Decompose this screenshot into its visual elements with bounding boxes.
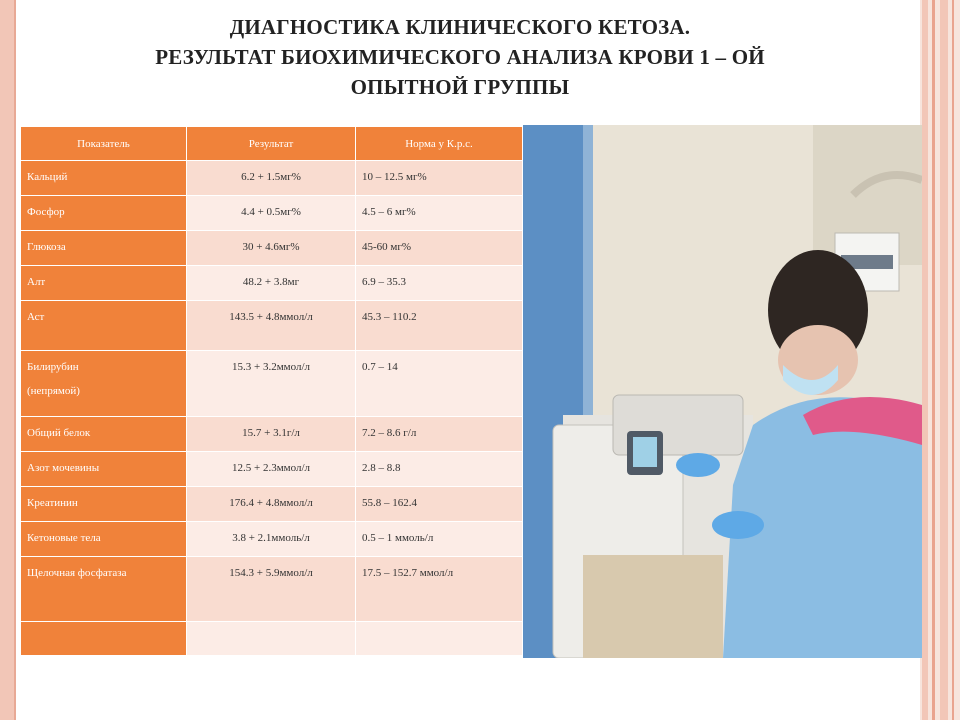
- row-norm: 55.8 – 162.4: [362, 497, 417, 509]
- lab-photo: [523, 125, 922, 658]
- table-row: [21, 161, 523, 196]
- row-name: [27, 622, 186, 633]
- row-name: Билирубин (непрямой): [27, 361, 80, 397]
- slide-left-border-line: [14, 0, 16, 720]
- row-norm: 4.5 – 6 мг%: [362, 206, 416, 218]
- slide-left-border: [0, 0, 14, 720]
- table-row: [21, 622, 523, 656]
- row-norm: 17.5 – 152.7 ммол/л: [362, 567, 454, 579]
- slide-title: [30, 12, 890, 102]
- table-row: [21, 487, 523, 522]
- row-result: 30 + 4.6мг%: [242, 241, 300, 253]
- header-indicator: Показатель: [21, 127, 187, 161]
- table-row: [21, 351, 523, 417]
- row-name: Кальций: [27, 171, 68, 183]
- row-result: 15.7 + 3.1г/л: [242, 427, 300, 439]
- row-norm: [362, 622, 522, 633]
- slide-right-decoration: [920, 0, 960, 720]
- row-norm: 6.9 – 35.3: [362, 276, 406, 288]
- row-name: Креатинин: [27, 497, 78, 509]
- row-norm: 45-60 мг%: [362, 241, 412, 253]
- table-header-row: [21, 127, 523, 161]
- row-norm: 2.8 – 8.8: [362, 462, 401, 474]
- row-name: Азот мочевины: [27, 462, 100, 474]
- title-line-3: ОПЫТНОЙ ГРУППЫ: [350, 75, 570, 99]
- table-row: [21, 417, 523, 452]
- row-name: Алт: [27, 276, 46, 288]
- table-row: [21, 196, 523, 231]
- lab-photo-illustration: [523, 125, 922, 658]
- row-result: [187, 622, 355, 633]
- blood-analysis-table: [20, 126, 523, 656]
- title-line-2: РЕЗУЛЬТАТ БИОХИМИЧЕСКОГО АНАЛИЗА КРОВИ 1 – ОЙ: [155, 45, 765, 69]
- row-name: Глюкоза: [27, 241, 66, 253]
- table-row: [21, 266, 523, 301]
- row-result: 176.4 + 4.8ммол/л: [229, 497, 313, 509]
- row-name: Щелочная фосфатаза: [27, 567, 127, 579]
- row-result: 154.3 + 5.9ммол/л: [229, 567, 313, 579]
- table-row: [21, 557, 523, 622]
- row-result: 48.2 + 3.8мг: [242, 276, 300, 288]
- row-name: Общий белок: [27, 427, 91, 439]
- row-result: 3.8 + 2.1ммоль/л: [232, 532, 310, 544]
- table-row: [21, 231, 523, 266]
- row-norm: 7.2 – 8.6 г/л: [362, 427, 417, 439]
- row-name: Кетоновые тела: [27, 532, 101, 544]
- header-result: Результат: [187, 127, 356, 161]
- row-result: 15.3 + 3.2ммол/л: [231, 361, 310, 373]
- table-row: [21, 522, 523, 557]
- row-norm: 10 – 12.5 мг%: [362, 171, 427, 183]
- table-row: [21, 301, 523, 351]
- row-norm: 0.5 – 1 ммоль/л: [362, 532, 434, 544]
- header-norm: Норма у К.р.с.: [356, 127, 523, 161]
- table-row: [21, 452, 523, 487]
- row-result: 6.2 + 1.5мг%: [241, 171, 301, 183]
- row-norm: 0.7 – 14: [362, 361, 398, 373]
- row-result: 143.5 + 4.8ммол/л: [229, 311, 313, 323]
- row-name: Аст: [27, 311, 45, 323]
- title-line-1: ДИАГНОСТИКА КЛИНИЧЕСКОГО КЕТОЗА.: [229, 15, 691, 39]
- row-norm: 45.3 – 110.2: [362, 311, 417, 323]
- row-result: 12.5 + 2.3ммол/л: [231, 462, 310, 474]
- row-name: Фосфор: [27, 206, 65, 218]
- row-result: 4.4 + 0.5мг%: [241, 206, 301, 218]
